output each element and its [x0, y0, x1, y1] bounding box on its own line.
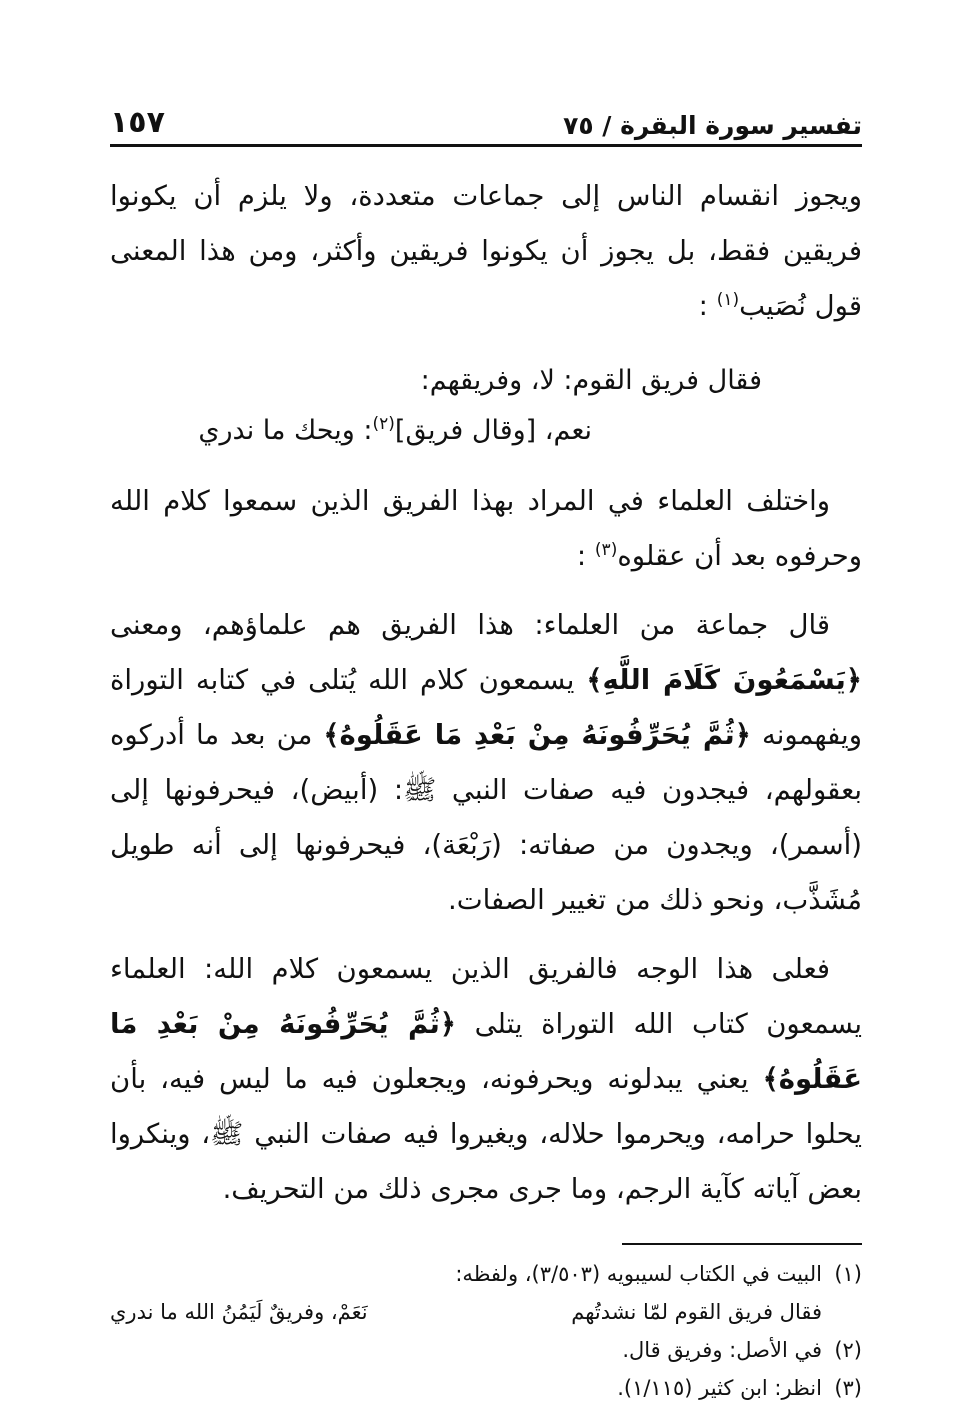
running-title: تفسير سورة البقرة / ٧٥: [563, 111, 862, 140]
paragraph-1: [110, 169, 862, 334]
paragraph-3-text-a: قال جماعة من العلماء: هذا الفريق هم علماؤهم، ومعنى: [110, 609, 830, 641]
poem-verse: [110, 356, 862, 456]
paragraph-3: [110, 598, 862, 928]
paragraph-4-text-a: فعلى هذا الوجه فالفريق الذين يسمعون كلام الله: العلماء يسمعون كتاب الله التوراة يتلى: [110, 953, 862, 1040]
footnote-3-number: (٣): [834, 1376, 862, 1400]
footnote-1-verse: [110, 1293, 862, 1331]
footnote-2-text: في الأصل: وفريق قال.: [622, 1338, 822, 1362]
footnote-3: [110, 1369, 862, 1407]
footnote-separator: [622, 1243, 862, 1245]
quran-quote-2: ﴿ثُمَّ يُحَرِّفُونَهُ مِنْ بَعْدِ مَا عَقَلُوهُ﴾: [323, 719, 751, 751]
paragraph-2: [110, 474, 862, 584]
footnote-2: [110, 1331, 862, 1369]
paragraph-3-text-b: يسمعون كلام الله يُتلى في كتابه التوراة ويفهمونه: [110, 664, 862, 751]
paragraph-1-colon: :: [698, 290, 708, 322]
poem-hemistich-2-a: نعم، [وقال فريق]: [394, 415, 592, 446]
page-header: [110, 96, 862, 147]
footnote-1-number: (١): [834, 1262, 862, 1286]
footnote-1-verse-b: نَعَمْ، وفريقٌ لَيَمُنُ الله ما ندري: [110, 1300, 368, 1324]
footnote-ref-2: (٢): [372, 414, 395, 434]
quran-quote-3: ﴿ثُمَّ يُحَرِّفُونَهُ مِنْ بَعْدِ مَا عَقَلُوهُ﴾: [110, 1008, 862, 1095]
footnote-2-number: (٢): [834, 1338, 862, 1362]
footnote-ref-3: (٣): [594, 539, 618, 560]
poem-hemistich-2: [110, 406, 762, 456]
paragraph-3-text-c: من بعد ما أدركوه بعقولهم، فيجدون فيه صفات النبي ﷺ: (أبيض)، فيحرفونها إلى (أسمر)، ويجدون من صفاته: (رَبْعَة)، فيحرفونها إلى أنه طويل مُشَذَّب، ونحو ذلك من تغيير الصفات.: [110, 719, 862, 916]
poem-hemistich-2-b: : ويحك ما ندري: [198, 415, 373, 446]
main-text: [110, 169, 862, 1217]
footnote-ref-1: (١): [716, 289, 740, 310]
quran-quote-1: ﴿يَسْمَعُونَ كَلَامَ اللَّهِ﴾: [586, 664, 862, 696]
footnotes: [110, 1255, 862, 1407]
footnote-3-text: انظر: ابن كثير (١/١١٥).: [617, 1376, 822, 1400]
footnote-1-text: البيت في الكتاب لسيبويه (٣/٥٠٣)، ولفظه:: [455, 1262, 822, 1286]
page-number: ١٥٧: [110, 105, 165, 140]
footnote-1-verse-a: فقال فريق القوم لمّا نشدتُهم: [571, 1300, 822, 1324]
paragraph-1-text: ويجوز انقسام الناس إلى جماعات متعددة، ولا يلزم أن يكونوا فريقين فقط، بل يجوز أن يكونوا فريقين وأكثر، ومن هذا المعنى قول نُصَيب: [110, 180, 862, 322]
paragraph-2-text: واختلف العلماء في المراد بهذا الفريق الذين سمعوا كلام الله وحرفوه بعد أن عقلوه: [110, 485, 862, 572]
paragraph-2-colon: :: [576, 540, 587, 572]
paragraph-4: [110, 942, 862, 1217]
poem-hemistich-1: فقال فريق القوم: لا، وفريقهم:: [420, 365, 762, 396]
paragraph-4-text-b: يعني يبدلونه ويحرفونه، ويجعلون فيه ما ليس فيه، بأن يحلوا حرامه، ويحرموا حلاله، ويغيروا فيه صفات النبي ﷺ، وينكروا بعض آياته كآية الرجم، وما جرى مجرى ذلك من التحريف.: [110, 1063, 862, 1205]
footnote-1: [110, 1255, 862, 1293]
